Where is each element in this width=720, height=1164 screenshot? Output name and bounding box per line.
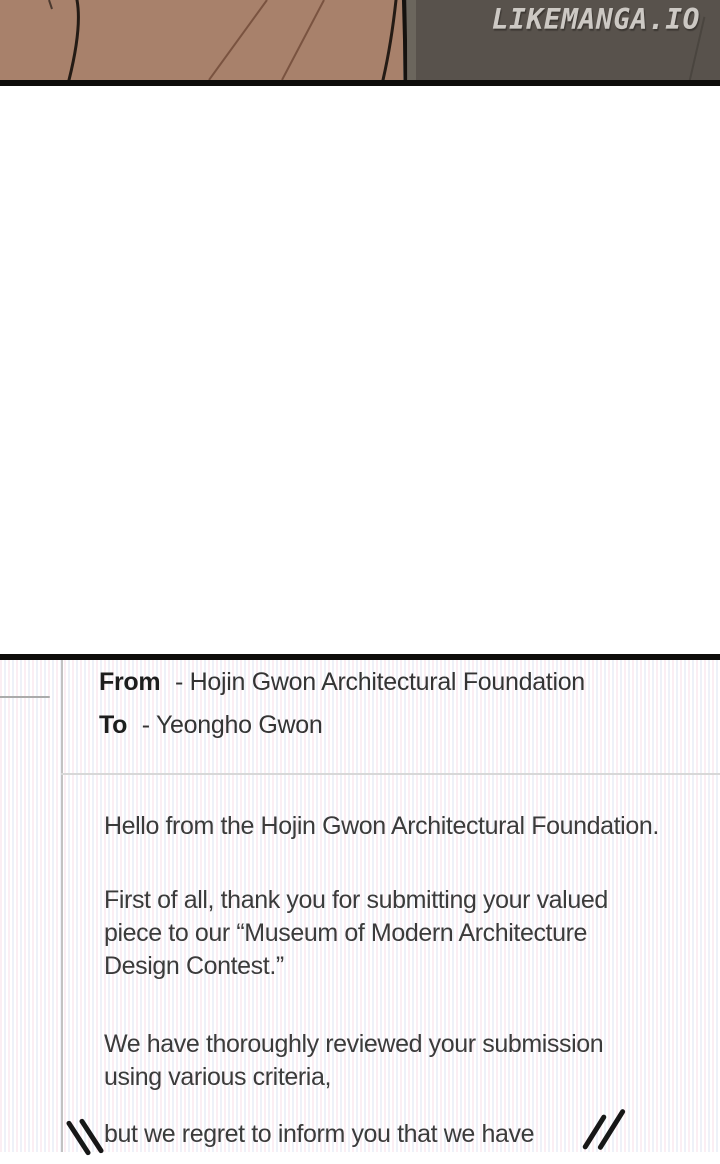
letter-to-line	[99, 711, 322, 740]
emphasis-slash-right-icon	[584, 1106, 632, 1162]
letter-text-line: using various criteria,	[104, 1063, 332, 1091]
header-divider-line	[61, 773, 720, 775]
from-label: From	[99, 668, 161, 696]
letter-paragraph	[104, 1028, 603, 1094]
to-label: To	[99, 711, 128, 739]
emphasis-slash-left-icon	[72, 1116, 104, 1164]
panel-edge-highlight	[407, 0, 416, 80]
letter-text-line: First of all, thank you for submitting your valued	[104, 886, 608, 914]
letter-greeting-line: Hello from the Hojin Gwon Architectural Foundation.	[104, 812, 659, 840]
letter-paper	[0, 660, 720, 1152]
manga-panel-strip	[0, 0, 720, 86]
letter-paragraph	[104, 884, 608, 983]
margin-line	[61, 660, 63, 1152]
site-watermark: LIKEMANGA.IO	[491, 3, 700, 36]
character-artwork	[0, 0, 403, 80]
letter-from-line	[99, 668, 585, 697]
white-gap	[0, 86, 720, 654]
letter-closing-line: but we regret to inform you that we have	[104, 1120, 535, 1148]
sketch-lines-icon	[0, 0, 403, 80]
letter-panel	[0, 654, 720, 1152]
letter-text-line: Design Contest.”	[104, 952, 284, 980]
letter-text-line: We have thoroughly reviewed your submission	[104, 1030, 604, 1058]
wall-artwork	[403, 0, 720, 80]
left-rule-line	[0, 696, 50, 698]
to-value: - Yeongho Gwon	[141, 711, 323, 739]
from-value: - Hojin Gwon Architectural Foundation	[174, 668, 585, 696]
letter-text-line: piece to our “Museum of Modern Architecture	[104, 919, 588, 947]
